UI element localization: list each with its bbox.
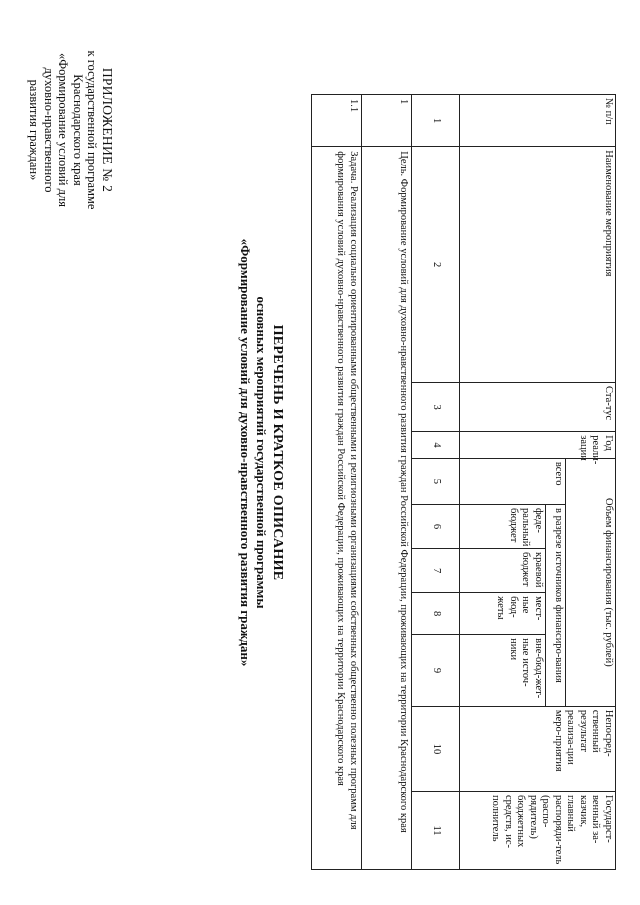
col-number: 9 xyxy=(412,635,460,707)
appendix-line: духовно-нравственного xyxy=(42,67,56,193)
col-number: 7 xyxy=(412,549,460,593)
appendix-title: ПРИЛОЖЕНИЕ № 2 xyxy=(100,67,115,193)
row-number: 1.1 xyxy=(312,95,362,147)
header-customer: Государст-венный за-казчик, главный распоряди-тель (распо-рядитель) бюджетных средств, ис-полнитель xyxy=(460,792,616,870)
col-number: 4 xyxy=(412,432,460,459)
col-number: 11 xyxy=(412,792,460,870)
heading-subtitle: основных мероприятий государственной программы xyxy=(254,296,269,609)
document-heading xyxy=(237,150,286,755)
header-status: Ста-тус xyxy=(460,383,616,432)
header-federal: феде-ральный бюджет xyxy=(460,504,546,548)
col-number: 10 xyxy=(412,706,460,791)
heading-title: ПЕРЕЧЕНЬ И КРАТКОЕ ОПИСАНИЕ xyxy=(270,324,285,581)
col-number: 5 xyxy=(412,458,460,504)
header-name: Наименование мероприятия xyxy=(460,147,616,383)
appendix-line: Краснодарского края xyxy=(71,74,85,186)
header-result: Непосред-ственный результат реализа-ции меро-приятия xyxy=(460,706,616,791)
appendix-block xyxy=(27,40,114,220)
appendix-line: к государственной программе xyxy=(85,50,100,210)
header-local: мест-ные бюд-жеты xyxy=(460,593,546,635)
events-table xyxy=(311,94,616,870)
col-number: 8 xyxy=(412,593,460,635)
col-number: 1 xyxy=(412,95,460,147)
header-sources: в разрезе источников финансиро-вания xyxy=(546,504,566,706)
col-number: 6 xyxy=(412,504,460,548)
header-volume: Объем финансирования (тыс. рублей) xyxy=(566,458,616,706)
row-number: 1 xyxy=(362,95,412,147)
header-num: № п/п xyxy=(460,95,616,147)
header-total: всего xyxy=(460,458,566,504)
task-row-text: Задача. Реализация социально ориентированными общественными и религиозными организациями собственных общественно полезных программ для формирования условий духовно-нравственного развития граждан Российской Федерации, проживающих на территории Краснодарского края xyxy=(312,147,362,870)
appendix-line: «Формирование условий для xyxy=(56,53,71,207)
appendix-line: развития граждан» xyxy=(27,79,42,181)
col-number: 3 xyxy=(412,383,460,432)
header-year: Год реали-зации xyxy=(460,432,616,459)
goal-row-text: Цель. Формирование условий для духовно-нравственного развития граждан Российской Федерации, проживающих на территории Краснодарского края xyxy=(362,147,412,870)
col-number: 2 xyxy=(412,147,460,383)
header-regional: краевой бюджет xyxy=(460,549,546,593)
header-extra: вне-бюд-жет-ные источ-ники xyxy=(460,635,546,707)
heading-program-name: «Формирование условий для духовно-нравственного развития граждан» xyxy=(238,238,253,667)
